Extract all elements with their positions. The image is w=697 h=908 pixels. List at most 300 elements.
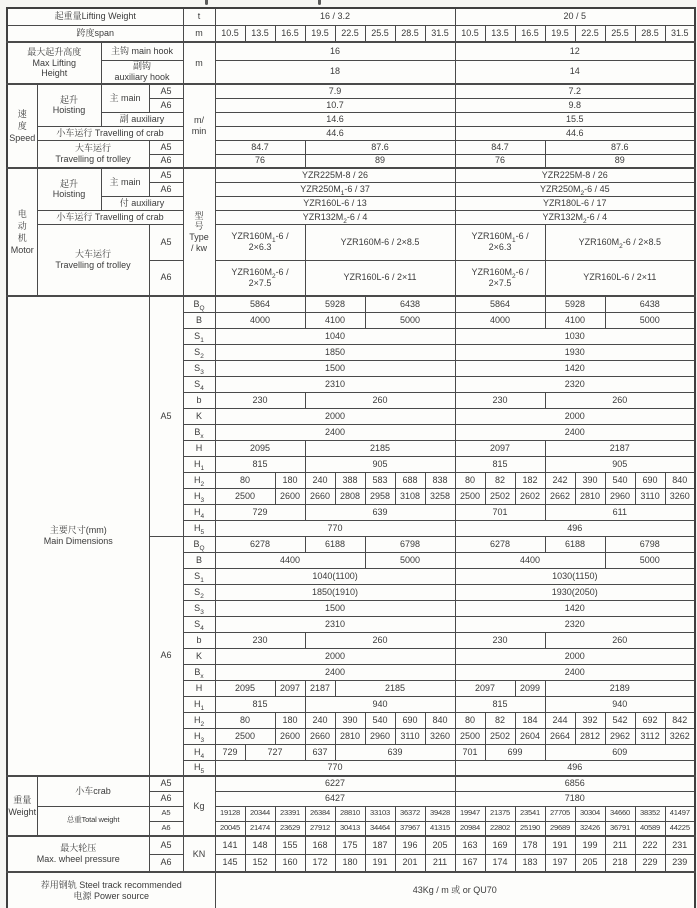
value-cell: 637 [305, 744, 335, 760]
value-cell: 44225 [665, 821, 695, 836]
value-cell: 5928 [305, 296, 365, 312]
value-cell: $B_x$ [183, 424, 215, 440]
header-cell: 总重Total weight [37, 806, 149, 836]
value-cell: 1500 [215, 360, 455, 376]
value-cell: 840 [425, 712, 455, 728]
value-cell: 1030(1150) [455, 568, 695, 584]
value-cell: 2185 [335, 680, 455, 696]
value-cell: 2810 [335, 728, 365, 744]
value-cell: 815 [455, 696, 545, 712]
value-cell: 82 [485, 712, 515, 728]
value-cell: B [183, 312, 215, 328]
value-cell: 21474 [245, 821, 275, 836]
table-row [7, 112, 695, 126]
value-cell: 2500 [215, 488, 275, 504]
table-row [7, 42, 695, 60]
value-cell: 2097 [455, 440, 545, 456]
value-cell: 7180 [455, 791, 695, 806]
value-cell: 27705 [545, 806, 575, 821]
table-row [7, 8, 695, 25]
value-cell: 2500 [215, 728, 275, 744]
value-cell: 2660 [305, 728, 335, 744]
value-cell: YZR160M-6 / 2×8.5 [305, 224, 455, 260]
value-cell: 174 [485, 854, 515, 872]
table-row [7, 140, 695, 154]
clipped-title-fragment [205, 0, 208, 5]
value-cell: 2000 [215, 648, 455, 664]
value-cell: $YZR250M_1-6 / 37$ [215, 182, 455, 196]
value-cell: 729 [215, 504, 305, 520]
value-cell: 838 [425, 472, 455, 488]
value-cell: 2600 [275, 488, 305, 504]
value-cell: 3110 [635, 488, 665, 504]
value-cell: A5 [149, 806, 183, 821]
value-cell: YZR160L-6 / 2×11 [305, 260, 455, 296]
header-cell: 主 main [101, 84, 149, 112]
value-cell: 145 [215, 854, 245, 872]
value-cell: 38352 [635, 806, 665, 821]
value-cell: KN [183, 836, 215, 872]
value-cell: 6278 [215, 536, 305, 552]
value-cell: 76 [455, 154, 545, 168]
value-cell: 187 [365, 836, 395, 854]
value-cell: 4100 [545, 312, 605, 328]
value-cell: 80 [455, 712, 485, 728]
value-cell: 388 [335, 472, 365, 488]
value-cell: $S_2$ [183, 344, 215, 360]
value-cell: 5000 [605, 312, 695, 328]
value-cell: 2400 [215, 664, 455, 680]
value-cell: $S_4$ [183, 376, 215, 392]
header-cell: 起重量Lifting Weight [7, 8, 183, 25]
value-cell: 199 [575, 836, 605, 854]
value-cell: 4100 [305, 312, 365, 328]
value-cell: 20 / 5 [455, 8, 695, 25]
value-cell: $H_5$ [183, 520, 215, 536]
value-cell: 3260 [665, 488, 695, 504]
value-cell: $H_5$ [183, 760, 215, 776]
table-row [7, 836, 695, 854]
value-cell: 2000 [455, 648, 695, 664]
value-cell: 31.5 [665, 25, 695, 42]
value-cell: 940 [545, 696, 695, 712]
value-cell: H [183, 440, 215, 456]
value-cell: 44.6 [455, 126, 695, 140]
value-cell: 10.5 [455, 25, 485, 42]
value-cell: 2187 [305, 680, 335, 696]
value-cell: 2500 [455, 728, 485, 744]
value-cell: $S_1$ [183, 328, 215, 344]
value-cell: b [183, 392, 215, 408]
value-cell: 2320 [455, 616, 695, 632]
header-cell: 主 main [101, 168, 149, 196]
value-cell: 1420 [455, 600, 695, 616]
value-cell: 1040(1100) [215, 568, 455, 584]
value-cell: 2310 [215, 376, 455, 392]
value-cell: A6 [149, 154, 183, 168]
value-cell: 2320 [455, 376, 695, 392]
header-cell: 主钩 main hook [101, 42, 183, 60]
table-row [7, 776, 695, 791]
value-cell: 1030 [455, 328, 695, 344]
value-cell: 41497 [665, 806, 695, 821]
value-cell: 178 [515, 836, 545, 854]
value-cell: 21375 [485, 806, 515, 821]
value-cell: A6 [149, 791, 183, 806]
value-cell: 2604 [515, 728, 545, 744]
value-cell: 9.8 [455, 98, 695, 112]
value-cell: 30304 [575, 806, 605, 821]
value-cell: A6 [149, 182, 183, 196]
table-row [7, 126, 695, 140]
table-row [7, 25, 695, 42]
value-cell: 37967 [395, 821, 425, 836]
value-cell: 815 [215, 696, 305, 712]
value-cell: 5864 [215, 296, 305, 312]
value-cell: t [183, 8, 215, 25]
value-cell: 26384 [305, 806, 335, 821]
value-cell: 390 [335, 712, 365, 728]
value-cell: 609 [545, 744, 695, 760]
spec-table [6, 7, 696, 908]
value-cell: 611 [545, 504, 695, 520]
value-cell: 19947 [455, 806, 485, 821]
value-cell: 16 [215, 42, 455, 60]
header-cell: 最大起升高度 Max Lifting Height [7, 42, 101, 84]
value-cell: 205 [425, 836, 455, 854]
value-cell: 182 [515, 472, 545, 488]
value-cell: 175 [335, 836, 365, 854]
value-cell: 260 [305, 632, 455, 648]
value-cell: 2095 [215, 440, 305, 456]
value-cell: 33103 [365, 806, 395, 821]
value-cell: 496 [455, 520, 695, 536]
value-cell: 770 [215, 520, 455, 536]
value-cell: 31.5 [425, 25, 455, 42]
value-cell: 260 [545, 632, 695, 648]
value-cell: 240 [305, 472, 335, 488]
value-cell: 180 [335, 854, 365, 872]
value-cell: 240 [305, 712, 335, 728]
value-cell: 16 / 3.2 [215, 8, 455, 25]
value-cell: 690 [635, 472, 665, 488]
value-cell: 14.6 [215, 112, 455, 126]
value-cell: 2000 [215, 408, 455, 424]
value-cell: A6 [149, 98, 183, 112]
value-cell: 28.5 [395, 25, 425, 42]
value-cell: 196 [395, 836, 425, 854]
value-cell: 4400 [455, 552, 605, 568]
value-cell: 222 [635, 836, 665, 854]
value-cell: YZR225M-8 / 26 [215, 168, 455, 182]
value-cell: 172 [305, 854, 335, 872]
value-cell: m [183, 42, 215, 84]
value-cell: 25.5 [605, 25, 635, 42]
value-cell: 2812 [575, 728, 605, 744]
value-cell: 6438 [605, 296, 695, 312]
value-cell: 2502 [485, 728, 515, 744]
value-cell: 10.7 [215, 98, 455, 112]
value-cell: Kg [183, 776, 215, 836]
value-cell: 230 [455, 392, 545, 408]
value-cell: 43Kg / m 或 or QU70 [215, 872, 695, 908]
value-cell: 2962 [605, 728, 635, 744]
value-cell: $B_Q$ [183, 536, 215, 552]
value-cell: 23391 [275, 806, 305, 821]
value-cell: 699 [485, 744, 545, 760]
table-row [7, 168, 695, 182]
value-cell: 76 [215, 154, 305, 168]
value-cell: 13.5 [485, 25, 515, 42]
header-cell: 主要尺寸(mm) Main Dimensions [7, 296, 149, 776]
value-cell: 729 [215, 744, 245, 760]
value-cell: 1930(2050) [455, 584, 695, 600]
header-cell: 起升 Hoisting [37, 84, 101, 126]
clipped-title-fragment [318, 0, 321, 5]
value-cell: m/ min [183, 84, 215, 168]
value-cell: 4000 [455, 312, 545, 328]
value-cell: 20344 [245, 806, 275, 821]
value-cell: 183 [515, 854, 545, 872]
value-cell: 36372 [395, 806, 425, 821]
value-cell: m [183, 25, 215, 42]
value-cell: 229 [635, 854, 665, 872]
value-cell: $H_1$ [183, 456, 215, 472]
value-cell: $H_3$ [183, 728, 215, 744]
value-cell: 2662 [545, 488, 575, 504]
value-cell: $S_4$ [183, 616, 215, 632]
value-cell: 32426 [575, 821, 605, 836]
value-cell: 160 [275, 854, 305, 872]
value-cell: $YZR160M_2-6 / 2\times 8.5$ [545, 224, 695, 260]
value-cell: 3110 [395, 728, 425, 744]
header-cell: 跨度span [7, 25, 183, 42]
value-cell: 191 [365, 854, 395, 872]
value-cell: $H_3$ [183, 488, 215, 504]
value-cell: 6438 [365, 296, 455, 312]
value-cell: 542 [605, 712, 635, 728]
value-cell: 184 [515, 712, 545, 728]
value-cell: 10.5 [215, 25, 245, 42]
value-cell: 15.5 [455, 112, 695, 126]
value-cell: 2808 [335, 488, 365, 504]
value-cell: 230 [455, 632, 545, 648]
header-cell: 副钩 auxiliary hook [101, 60, 183, 84]
value-cell: A5 [149, 84, 183, 98]
header-cell: 最大轮压 Max. wheel pressure [7, 836, 149, 872]
value-cell: 940 [305, 696, 455, 712]
value-cell: 197 [545, 854, 575, 872]
value-cell: 842 [665, 712, 695, 728]
value-cell: 239 [665, 854, 695, 872]
value-cell: 25190 [515, 821, 545, 836]
value-cell: $S_3$ [183, 600, 215, 616]
header-cell: 小车运行 Travelling of crab [37, 210, 183, 224]
value-cell: 2099 [515, 680, 545, 696]
value-cell: $B_Q$ [183, 296, 215, 312]
value-cell: 3258 [425, 488, 455, 504]
value-cell: 89 [545, 154, 695, 168]
value-cell: 690 [395, 712, 425, 728]
value-cell: 36791 [605, 821, 635, 836]
value-cell: 639 [305, 504, 455, 520]
value-cell: 29689 [545, 821, 575, 836]
value-cell: 7.9 [215, 84, 455, 98]
value-cell: 701 [455, 744, 485, 760]
value-cell: 180 [275, 712, 305, 728]
value-cell: 2664 [545, 728, 575, 744]
value-cell: 2810 [575, 488, 605, 504]
value-cell: 20045 [215, 821, 245, 836]
value-cell: 80 [455, 472, 485, 488]
value-cell: 28.5 [635, 25, 665, 42]
value-cell: 16.5 [515, 25, 545, 42]
value-cell: 155 [275, 836, 305, 854]
value-cell: 19.5 [545, 25, 575, 42]
value-cell: 152 [245, 854, 275, 872]
value-cell: 201 [395, 854, 425, 872]
spec-table-body [7, 8, 695, 908]
value-cell: 2602 [515, 488, 545, 504]
value-cell: 22802 [485, 821, 515, 836]
value-cell: 2502 [485, 488, 515, 504]
value-cell: 2097 [275, 680, 305, 696]
value-cell: 2500 [455, 488, 485, 504]
value-cell: K [183, 408, 215, 424]
value-cell: 6798 [605, 536, 695, 552]
value-cell: 211 [425, 854, 455, 872]
value-cell: 1850(1910) [215, 584, 455, 600]
value-cell: $YZR132M_2-6 / 4$ [215, 210, 455, 224]
value-cell: 169 [485, 836, 515, 854]
value-cell: A5 [149, 836, 183, 854]
value-cell: 5000 [365, 552, 455, 568]
value-cell: 87.6 [305, 140, 455, 154]
table-row [7, 806, 695, 821]
value-cell: 148 [245, 836, 275, 854]
value-cell: 230 [215, 632, 305, 648]
value-cell: 218 [605, 854, 635, 872]
value-cell: 167 [455, 854, 485, 872]
value-cell: A5 [149, 224, 183, 260]
value-cell: 6427 [215, 791, 455, 806]
table-row [7, 210, 695, 224]
value-cell: 2600 [275, 728, 305, 744]
value-cell: 18 [215, 60, 455, 84]
header-cell: 副 auxiliary [101, 112, 183, 126]
value-cell: 905 [545, 456, 695, 472]
value-cell: 1420 [455, 360, 695, 376]
table-row [7, 296, 695, 312]
value-cell: $YZR160M_2-6$ / 2×7.5 [215, 260, 305, 296]
value-cell: 2960 [605, 488, 635, 504]
value-cell: 14 [455, 60, 695, 84]
value-cell: $H_4$ [183, 744, 215, 760]
header-cell: 荐用钢轨 Steel track recommended 电源 Power source [7, 872, 215, 908]
value-cell: YZR180L-6 / 17 [455, 196, 695, 210]
value-cell: 20984 [455, 821, 485, 836]
value-cell: 815 [215, 456, 305, 472]
value-cell: 7.2 [455, 84, 695, 98]
header-cell: 小车crab [37, 776, 149, 806]
value-cell: 5000 [365, 312, 455, 328]
value-cell: 6188 [545, 536, 605, 552]
value-cell: 496 [455, 760, 695, 776]
value-cell: 23629 [275, 821, 305, 836]
value-cell: 40589 [635, 821, 665, 836]
value-cell: 390 [575, 472, 605, 488]
value-cell: A5 [149, 296, 183, 536]
value-cell: 1930 [455, 344, 695, 360]
table-row [7, 872, 695, 908]
value-cell: $H_2$ [183, 712, 215, 728]
value-cell: 4000 [215, 312, 305, 328]
value-cell: 22.5 [575, 25, 605, 42]
value-cell: $YZR250M_2-6 / 45$ [455, 182, 695, 196]
value-cell: A6 [149, 854, 183, 872]
value-cell: 84.7 [455, 140, 545, 154]
value-cell: 840 [665, 472, 695, 488]
value-cell: A6 [149, 536, 183, 776]
value-cell: 2310 [215, 616, 455, 632]
value-cell: 2960 [365, 728, 395, 744]
value-cell: 2097 [455, 680, 515, 696]
value-cell: 163 [455, 836, 485, 854]
value-cell: $S_1$ [183, 568, 215, 584]
value-cell: 692 [635, 712, 665, 728]
header-cell: 电 动 机 Motor [7, 168, 37, 296]
value-cell: 231 [665, 836, 695, 854]
value-cell: $H_1$ [183, 696, 215, 712]
value-cell: 2187 [545, 440, 695, 456]
value-cell: 5000 [605, 552, 695, 568]
value-cell: 3112 [635, 728, 665, 744]
value-cell: $H_2$ [183, 472, 215, 488]
value-cell: 44.6 [215, 126, 455, 140]
value-cell: 770 [215, 760, 455, 776]
value-cell: A5 [149, 168, 183, 182]
value-cell: 30413 [335, 821, 365, 836]
value-cell: 23541 [515, 806, 545, 821]
table-row [7, 84, 695, 98]
value-cell: 2189 [545, 680, 695, 696]
value-cell: 28810 [335, 806, 365, 821]
value-cell: 2400 [455, 424, 695, 440]
value-cell: 12 [455, 42, 695, 60]
value-cell: YZR160L-6 / 2×11 [545, 260, 695, 296]
value-cell: 230 [215, 392, 305, 408]
value-cell: 6856 [455, 776, 695, 791]
value-cell: 41315 [425, 821, 455, 836]
value-cell: 84.7 [215, 140, 305, 154]
value-cell: 191 [545, 836, 575, 854]
value-cell: 2185 [305, 440, 455, 456]
value-cell: 1850 [215, 344, 455, 360]
value-cell: 6227 [215, 776, 455, 791]
value-cell: 727 [245, 744, 305, 760]
value-cell: $YZR160M_1-6$ / 2×6.3 [215, 224, 305, 260]
value-cell: 688 [395, 472, 425, 488]
value-cell: 5928 [545, 296, 605, 312]
value-cell: A6 [149, 260, 183, 296]
value-cell: 392 [575, 712, 605, 728]
value-cell: 89 [305, 154, 455, 168]
value-cell: 2095 [215, 680, 275, 696]
value-cell: 180 [275, 472, 305, 488]
value-cell: 244 [545, 712, 575, 728]
value-cell: 2660 [305, 488, 335, 504]
value-cell: $YZR132M_2-6 / 4$ [455, 210, 695, 224]
